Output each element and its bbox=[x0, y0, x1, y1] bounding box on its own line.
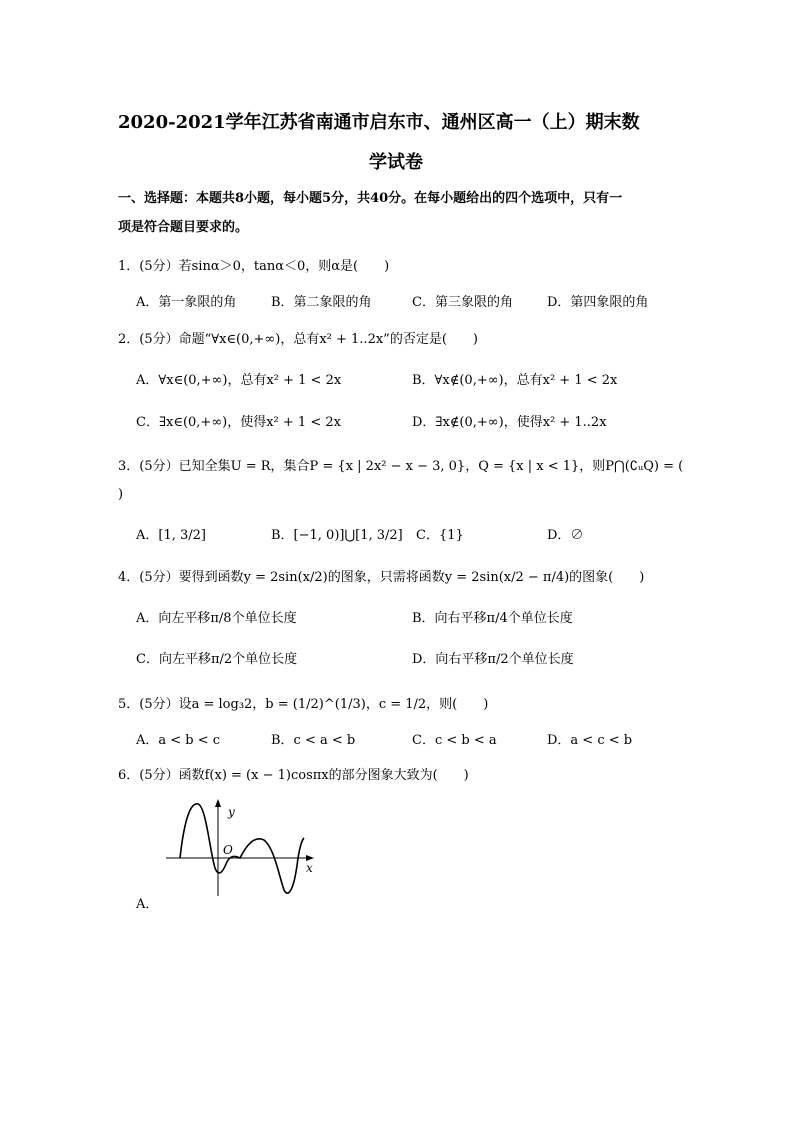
question-3-option-a: A．[1, 3/2] bbox=[136, 528, 206, 543]
question-4-option-a: A．向左平移π/8个单位长度 bbox=[136, 611, 297, 626]
question-2-option-a: A．∀x∈(0,+∞)，总有x² + 1 < 2x bbox=[136, 373, 342, 388]
question-1-option-b: B．第二象限的角 bbox=[271, 295, 372, 310]
question-3-option-b: B．[−1, 0)]⋃[1, 3/2] bbox=[271, 528, 403, 543]
question-5-option-b: B．c < a < b bbox=[271, 733, 356, 748]
question-4-option-d: D．向右平移π/2个单位长度 bbox=[412, 652, 574, 667]
page-title-line2: 学试卷 bbox=[369, 152, 423, 173]
question-3-option-d: D．∅ bbox=[547, 528, 584, 543]
question-3-stem-line2: ) bbox=[118, 487, 124, 502]
question-5-option-c: C．c < b < a bbox=[412, 733, 497, 748]
question-5-option-d: D．a < c < b bbox=[547, 733, 633, 748]
question-4-option-c: C．向左平移π/2个单位长度 bbox=[136, 652, 298, 667]
question-1-option-a: A．第一象限的角 bbox=[136, 295, 237, 310]
question-6-graph-a bbox=[160, 792, 320, 900]
graph-y-label: y bbox=[228, 805, 235, 819]
graph-y-axis-arrow bbox=[215, 799, 221, 807]
question-4-stem: 4．(5分）要得到函数y = 2sin(x/2)的图象，只需将函数y = 2sin(x/2 − π/4)的图象( ) bbox=[118, 570, 645, 585]
question-3-option-c: C．{1} bbox=[416, 528, 464, 543]
question-2-stem: 2．(5分）命题“∀x∈(0,+∞)，总有x² + 1..2x”的否定是( ) bbox=[118, 332, 478, 347]
question-6-option-a: A． bbox=[136, 897, 159, 912]
graph-x-label: x bbox=[306, 861, 313, 875]
question-2-option-d: D．∃x∉(0,+∞)，使得x² + 1..2x bbox=[412, 415, 607, 430]
graph-origin-label: O bbox=[223, 843, 233, 857]
question-2-option-b: B．∀x∉(0,+∞)，总有x² + 1 < 2x bbox=[412, 373, 618, 388]
page-title-line1: 2020-2021学年江苏省南通市启东市、通州区高一（上）期末数 bbox=[118, 112, 640, 133]
section-heading-line2: 项是符合题目要求的。 bbox=[118, 220, 249, 235]
question-1-stem: 1．(5分）若sinα＞0，tanα＜0，则α是( ) bbox=[118, 259, 390, 274]
question-1-option-c: C．第三象限的角 bbox=[412, 295, 513, 310]
question-1-option-d: D．第四象限的角 bbox=[547, 295, 649, 310]
graph-curve bbox=[180, 804, 304, 893]
question-5-stem: 5．(5分）设a = log₃2，b = (1/2)^(1/3)，c = 1/2，则( ) bbox=[118, 697, 489, 712]
question-2-option-c: C．∃x∈(0,+∞)，使得x² + 1 < 2x bbox=[136, 415, 341, 430]
question-4-option-b: B．向右平移π/4个单位长度 bbox=[412, 611, 573, 626]
question-5-option-a: A．a < b < c bbox=[136, 733, 221, 748]
question-6-stem: 6．(5分）函数f(x) = (x − 1)cosπx的部分图象大致为( ) bbox=[118, 768, 469, 783]
question-3-stem: 3．(5分）已知全集U = R，集合P = {x | 2x² − x − 3, 0}，Q = {x | x < 1}，则P⋂(∁ᵤQ) = ( bbox=[118, 459, 684, 474]
section-heading-line1: 一、选择题：本题共8小题，每小题5分，共40分。在每小题给出的四个选项中，只有一 bbox=[118, 191, 623, 206]
